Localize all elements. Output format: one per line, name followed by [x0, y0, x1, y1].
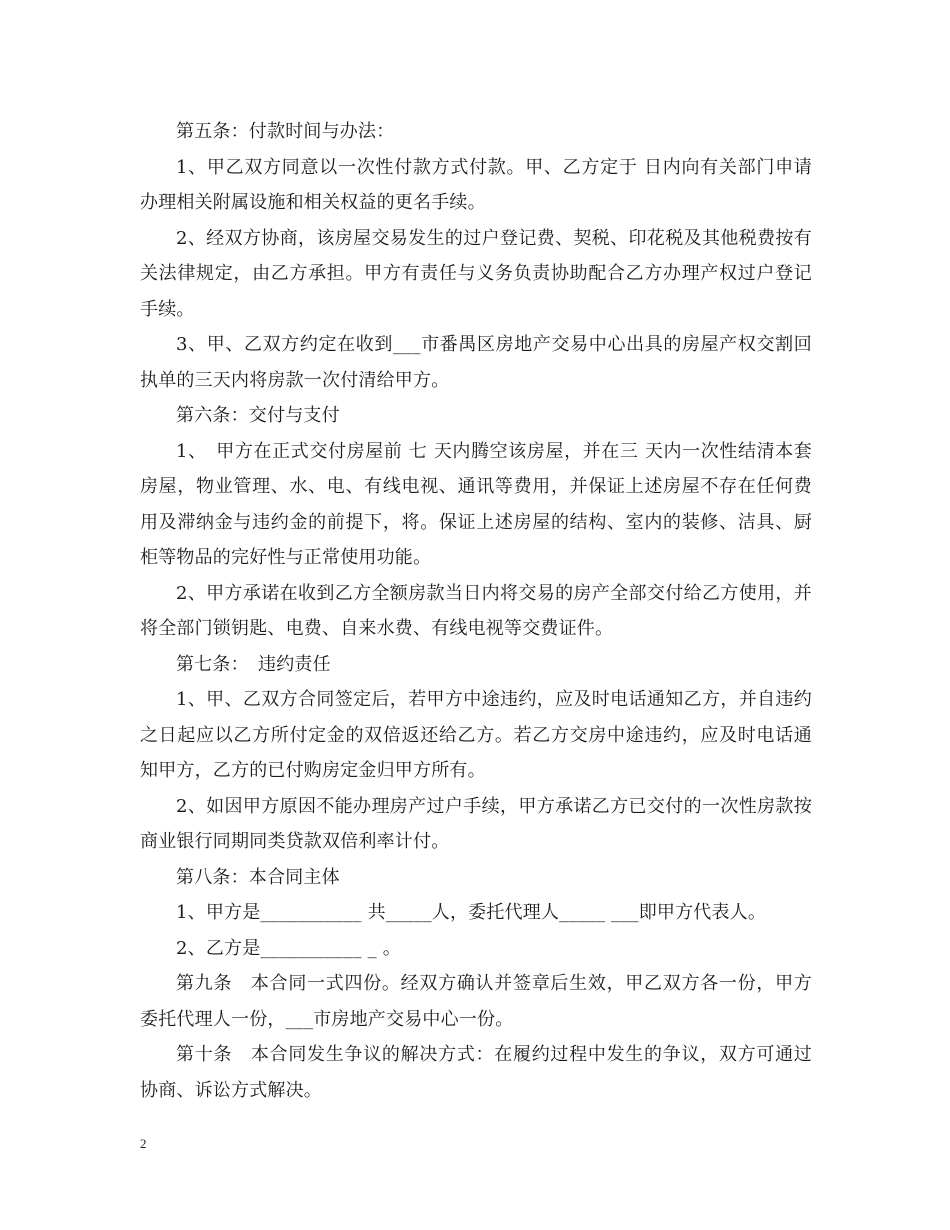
article-7-clause-1: 1、甲、乙双方合同签定后，若甲方中途违约，应及时电话通知乙方，并自违约之日起应以乙方所付定金的双倍返还给乙方。若乙方交房中途违约，应及时电话通知甲方，乙方的已付购房定金归甲方所有。 — [140, 689, 812, 781]
article-9: 第九条 本合同一式四份。经双方确认并签章后生效，甲乙双方各一份，甲方委托代理人一份，___市房地产交易中心一份。 — [140, 973, 812, 1030]
article-6-clause-1: 1、 甲方在正式交付房屋前 七 天内腾空该房屋，并在三 天内一次性结清本套房屋，物业管理、水、电、有线电视、通讯等费用，并保证上述房屋不存在任何费用及滞纳金与违约金的前提下，将。保证上述房屋的结构、室内的装修、洁具、厨柜等物品的完好性与正常使用功能。 — [140, 440, 812, 568]
page-number: 2 — [140, 1136, 147, 1151]
article-6-heading: 第六条：交付与支付 — [176, 405, 340, 426]
article-7-heading: 第七条： 违约责任 — [176, 653, 331, 675]
article-5-clause-3: 3、甲、乙双方约定在收到___市番禺区房地产交易中心出具的房屋产权交割回执单的三天内将房款一次付清给甲方。 — [140, 334, 812, 391]
article-6-clause-2: 2、甲方承诺在收到乙方全额房款当日内将交易的房产全部交付给乙方使用，并将全部门锁钥匙、电费、自来水费、有线电视等交费证件。 — [140, 582, 812, 639]
article-5-clause-1: 1、甲乙双方同意以一次性付款方式付款。甲、乙方定于 日内向有关部门申请办理相关附属设施和相关权益的更名手续。 — [140, 156, 812, 213]
article-5-heading: 第五条：付款时间与办法： — [176, 121, 395, 142]
article-8-heading: 第八条：本合同主体 — [176, 866, 340, 888]
document-body — [140, 114, 812, 1108]
article-8-clause-1: 1、甲方是___________ 共_____人，委托代理人_____ ___即甲方代表人。 — [176, 902, 767, 923]
article-7-clause-2: 2、如因甲方原因不能办理房产过户手续，甲方承诺乙方已交付的一次性房款按商业银行同期同类贷款双倍利率计付。 — [140, 795, 812, 852]
article-5-clause-2: 2、经双方协商，该房屋交易发生的过户登记费、契税、印花税及其他税费按有关法律规定，由乙方承担。甲方有责任与义务负责协助配合乙方办理产权过户登记手续。 — [140, 227, 812, 320]
article-10: 第十条 本合同发生争议的解决方式：在履约过程中发生的争议，双方可通过协商、诉讼方式解决。 — [140, 1044, 812, 1101]
article-8-clause-2: 2、乙方是___________ _ 。 — [176, 937, 401, 959]
